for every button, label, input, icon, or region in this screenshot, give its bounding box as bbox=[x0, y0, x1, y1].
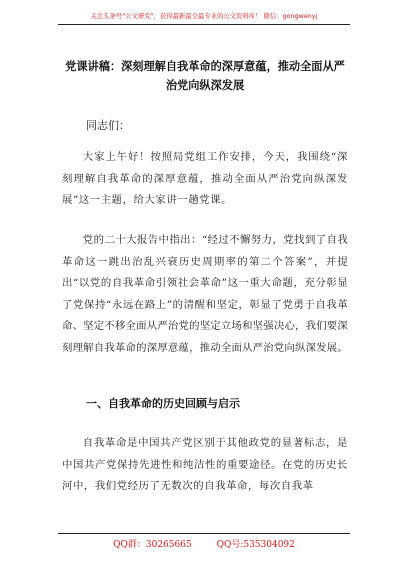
paragraph-report: 党的二十大报告中指出：“经过不懈努力，党找到了自我革命这一跳出治乱兴衰历史周期率的第二个答案”，并提出“以党的自我革命引领社会革命”这一重大命题，充分彰显了党保持“永远在路上”的清醒和坚定，彰显了党勇于自我革命、坚定不移全面从严治党的坚定立场和坚强决心，我们要深刻理解自我革命的深厚意蕴，推动全面从严治党向纵深发展。 bbox=[62, 234, 348, 354]
footer-qq-number: QQ号:535304092 bbox=[216, 540, 295, 550]
section-heading-1: 一、自我革命的历史回顾与启示 bbox=[86, 397, 240, 410]
header-banner: 关注头条号"公文研究"，获得最新最全最专业的公文资料库！ 微信：gongwenyj bbox=[90, 13, 318, 20]
paragraph-intro: 大家上午好！按照局党组工作安排，今天，我围绕“深刻理解自我革命的深厚意蕴，推动全面从严治党向纵深发展”这一主题，给大家讲一趟党课。 bbox=[62, 151, 348, 206]
paragraph-section-1: 自我革命是中国共产党区别于其他政党的显著标志，是中国共产党保持先进性和纯洁性的重要途径。在党的历史长河中，我们党经历了无数次的自我革命，每次自我革 bbox=[62, 437, 348, 492]
footer-qq-group: QQ群：30265665 bbox=[113, 540, 192, 550]
salutation: 同志们： bbox=[86, 119, 130, 132]
footer-contact bbox=[0, 537, 408, 550]
document-title: 党课讲稿：深刻理解自我革命的深厚意蕴，推动全面从严治党向纵深发展 bbox=[65, 60, 345, 92]
footer-divider bbox=[58, 533, 350, 534]
header-divider bbox=[58, 24, 350, 25]
